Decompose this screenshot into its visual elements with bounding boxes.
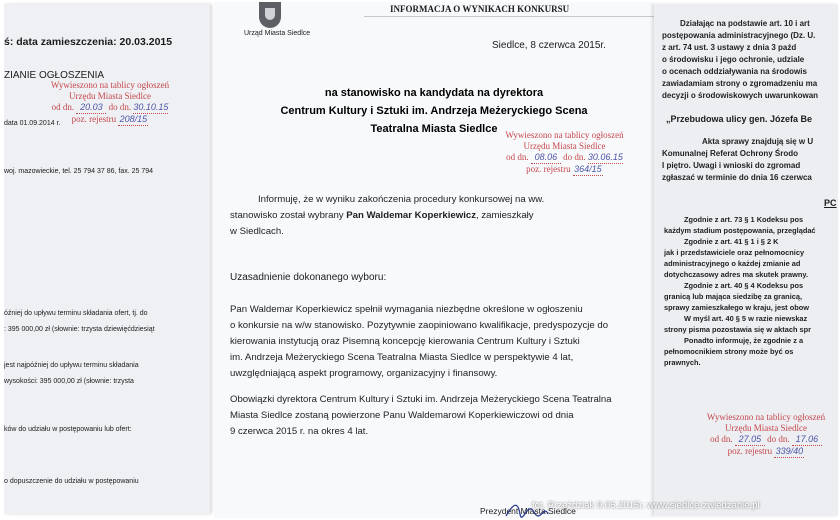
title-line: na stanowisko na kandydata na dyrektora (324, 87, 544, 99)
left-notice-sheet (4, 4, 210, 514)
left-section-title: ZIANIE OGŁOSZENIA (4, 70, 105, 81)
right-project-quote: „Przebudowa ulicy gen. Józefa Be (666, 114, 813, 124)
reason-line: im. Andrzeja Meżeryckiego Scena Teatralna Miasta Siedlce w perspektywie 4 lat, (230, 352, 574, 363)
reason-line: Pan Waldemar Koperkiewicz spełnił wymagania niezbędne określone w ogłoszeniu (230, 304, 583, 315)
right-line: Zgodnie z art. 41 § 1 i § 2 K (684, 237, 779, 246)
right-line: Zgodnie z art. 73 § 1 Kodeksu pos (684, 215, 804, 224)
right-line: sprawy zamieszkałego w kraju, jest obow (664, 303, 809, 312)
crest-caption: Urząd Miasta Siedlce (244, 30, 311, 37)
stamp-office: Urzędu Miasta Siedlce (725, 423, 807, 433)
duty-line: Miasta Siedlce zostaną powierzone Panu Waldemarowi Koperkiewiczowi od dnia (230, 410, 574, 421)
reason-line: kierowania instytucją oraz Pisemną koncepcję kierowania Centrum Kultury i Sztuki (230, 336, 580, 347)
right-files-para (662, 136, 838, 184)
right-line: prawnych. (664, 358, 701, 367)
left-date-line: data 01.09.2014 r. (4, 120, 61, 127)
intro-line: Informuję, że w wyniku zakończenia procedury konkursowej na ww. (258, 194, 545, 205)
stamp-reg-value: 208/15 (119, 114, 148, 124)
stamp-od-value: 20.03 (76, 102, 106, 114)
left-item: o dopuszczenie do udziału w postępowaniu (4, 478, 139, 485)
right-line: Komunalnej Referat Ochrony Środo (662, 149, 799, 158)
left-contact-line: woj. mazowieckie, tel. 25 794 37 86, fax. 25 794 (4, 168, 154, 175)
duty-line: Obowiązki dyrektora Centrum Kultury i Sztuki im. Andrzeja Meżeryckiego Scena Teatralna (230, 394, 612, 405)
stamp-office: Urzędu Miasta Siedlce (523, 141, 606, 151)
stamp-od-value: 08.06 (531, 152, 561, 164)
right-line: zgłaszać w terminie do dnia 16 czerwca (662, 173, 812, 182)
right-line: zawiadamiam strony o zgromadzeniu ma (662, 79, 818, 88)
left-header: ś: data zamieszczenia: 20.03.2015 (4, 36, 173, 48)
stamp-od-label: od dn. (506, 152, 529, 162)
intro-line: , zamieszkały (476, 210, 534, 221)
document-header: INFORMACJA O WYNIKACH KONKURSU (390, 4, 570, 14)
right-notice-sheet (654, 4, 838, 516)
duty-paragraph (230, 392, 644, 440)
right-line: administracyjnego o każdej zmianie ad (664, 259, 801, 268)
stamp-reg-value: 364/15 (574, 164, 602, 174)
right-line: Zgodnie z art. 40 § 4 Kodeksu pos (684, 281, 804, 290)
stamp-od-value: 27.05 (735, 434, 765, 446)
right-line: Akta sprawy znajdują się w U (702, 137, 814, 146)
stamp-reg-label: poz. rejestru (526, 164, 571, 174)
photo-watermark: fot. Przeździak 9.06.2015r. www.siedlce-zwiedzanie.pl (532, 500, 760, 511)
left-item: wysokości: 395 000,00 zł (słownie: trzysta (4, 378, 134, 385)
right-section-mark: PC (824, 198, 837, 208)
stamp-reg-label: poz. rejestru (71, 114, 117, 124)
intro-line: w Siedlcach. (230, 226, 284, 237)
stamp-title: Wywieszono na tablicy ogłoszeń (505, 130, 624, 140)
title-line: Centrum Kultury i Sztuki im. Andrzeja Meżeryckiego Scena (280, 105, 588, 117)
right-line: Działając na podstawie art. 10 i art (680, 19, 810, 28)
header-rule (364, 16, 654, 17)
stamp-od-label: od dn. (51, 102, 75, 112)
stamp-title: Wywieszono na tablicy ogłoszeń (706, 412, 826, 422)
right-line: pełnomocnikiem strony może być os (664, 347, 794, 356)
reason-paragraph (230, 302, 644, 382)
right-line: Ponadto informuję, że zgodnie z a (684, 336, 804, 345)
right-line: dotychczasowy adres ma skutek prawny. (664, 270, 809, 279)
left-posting-stamp (40, 80, 180, 126)
right-legal-para (664, 214, 838, 368)
stamp-office: Urzędu Miasta Siedlce (69, 91, 151, 101)
stamp-do-label: do dn. (563, 152, 586, 162)
left-item: óźniej do upływu terminu składania ofert, tj. do (4, 310, 148, 317)
right-posting-stamp (694, 412, 838, 458)
right-line: I piętro. Uwagi i wnioski do zgromad (662, 161, 801, 170)
right-line: jak i przedstawiciele oraz pełnomocnicy (664, 248, 805, 257)
right-line: strony pisma pozostawia się w aktach spr (664, 325, 812, 334)
signature-title: Prezydent Miasta Siedlce (480, 506, 576, 516)
stamp-reg-value: 339/40 (775, 446, 804, 456)
winner-name: Pan Waldemar Koperkiewicz (346, 210, 476, 221)
right-line: W myśl art. 40 § 5 w razie niewskaz (684, 314, 808, 323)
duty-line: 9 czerwca 2015 r. na okres 4 lat. (230, 426, 369, 437)
title-line: Teatralna Miasta Siedlce (370, 123, 498, 135)
right-intro (662, 18, 838, 102)
left-item: ków do udziału w postępowaniu lub ofert: (4, 426, 132, 433)
stamp-od-label: od dn. (710, 434, 733, 444)
main-result-sheet (214, 2, 654, 518)
stamp-do-value: 30.06.15 (587, 152, 623, 162)
right-line: postępowania administracyjnego (Dz. U. (662, 31, 816, 40)
right-line: decyzji o środowiskowych uwarunkowan (662, 91, 819, 100)
stamp-reg-label: poz. rejestru (727, 446, 773, 456)
stamp-do-label: do dn. (108, 102, 132, 112)
stamp-title: Wywieszono na tablicy ogłoszeń (50, 80, 170, 90)
place-date: Siedlce, 8 czerwca 2015r. (492, 40, 606, 51)
reason-heading: Uzasadnienie dokonanego wyboru: (230, 272, 387, 283)
left-item: jest najpóźniej do upływu terminu składania (4, 362, 139, 369)
stamp-do-value: 30.10.15 (133, 102, 169, 112)
reason-line: o konkursie na w/w stanowisko. Pozytywnie zaopiniowano kwalifikacje, predyspozycje do (230, 320, 609, 331)
right-line: o ocenach oddziaływania na środowis (662, 67, 807, 76)
stamp-do-label: do dn. (767, 434, 790, 444)
city-crest-icon (259, 2, 281, 28)
reason-line: uwzględniającą aspekt programowy, organizacyjny i finansowy. (230, 368, 498, 379)
right-line: granicą lub mająca siedzibę za granicą, (664, 292, 803, 301)
left-item: : 395 000,00 zł (słownie: trzysta dziewięćdziesiąt (4, 326, 155, 333)
main-posting-stamp (492, 130, 637, 176)
stamp-do-value: 17.06 (792, 434, 822, 446)
right-line: z art. 74 ust. 3 ustawy z dnia 3 paźd (662, 43, 797, 52)
intro-paragraph (230, 192, 638, 240)
intro-line: stanowisko został wybrany (230, 210, 347, 221)
right-line: o środowisku i jego ochronie, udziale (662, 55, 805, 64)
right-line: każdym stadium postępowania, przeglądać (664, 226, 816, 235)
